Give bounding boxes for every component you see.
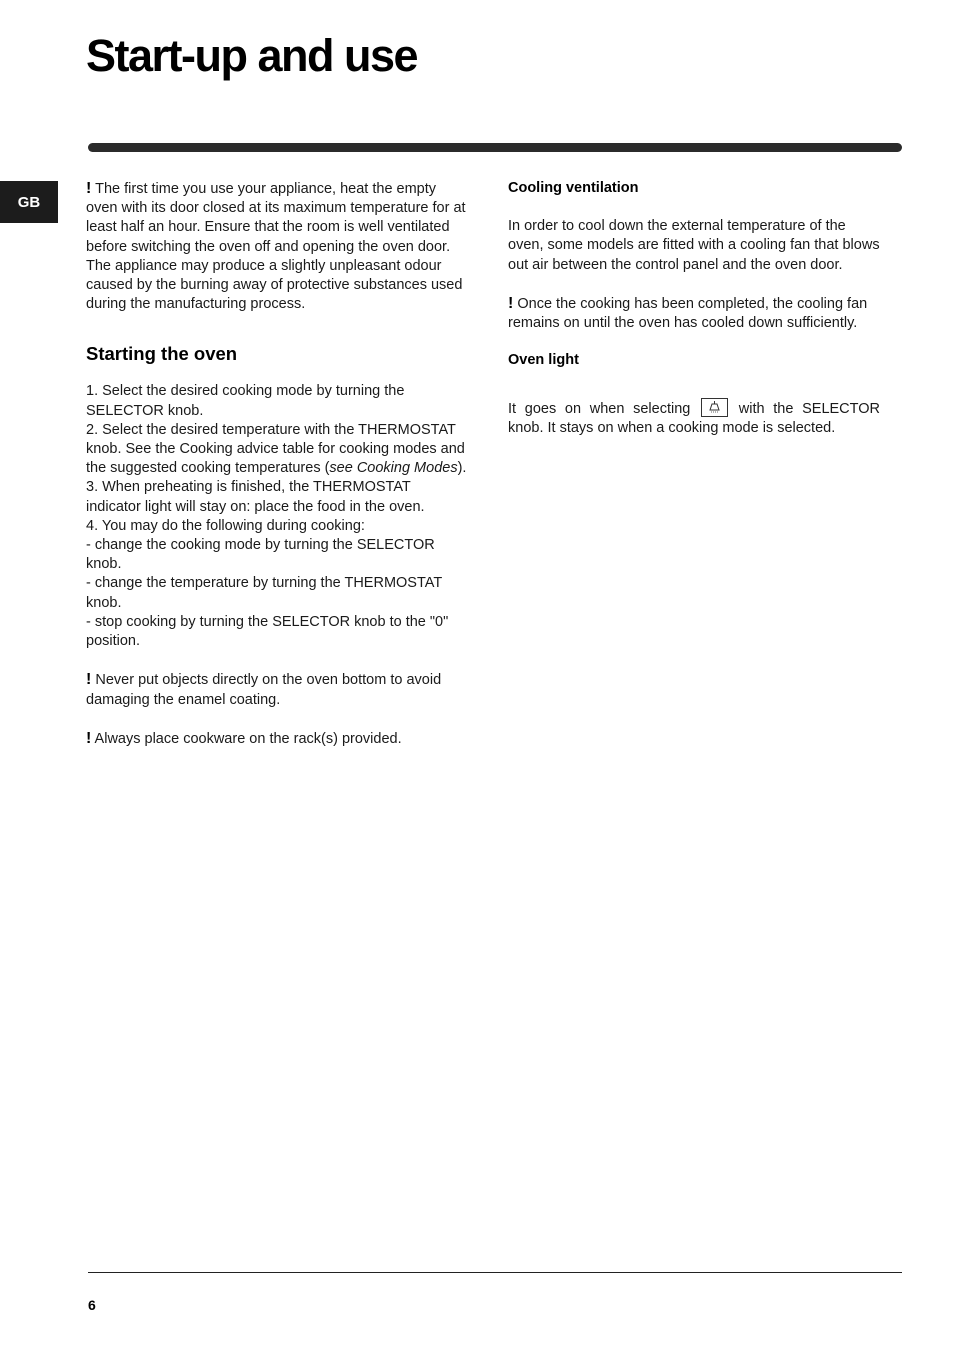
language-tab: GB [0, 181, 58, 223]
cooling-ventilation-text: In order to cool down the external temperature of the oven, some models are fitted with a cooling fan that blows out air between the control panel and the oven door. [508, 218, 880, 273]
intro-warning [86, 179, 468, 314]
oven-light-symbol-icon [701, 398, 728, 417]
step-4: 4. You may do the following during cooking: [86, 517, 365, 534]
step-2-text: 2. Select the desired temperature with the THERMOSTAT knob. See the Cooking advice table for cooking modes and the suggested cooking temperatures ( [86, 421, 465, 477]
option-change-temperature: - change the temperature by turning the THERMOSTAT knob. [86, 575, 442, 611]
step-2 [86, 421, 468, 479]
cooling-fan-note-text: Once the cooking has been completed, the cooling fan remains on until the oven has cooled down sufficiently. [508, 296, 868, 332]
cooling-fan-note [508, 294, 880, 333]
warning-cookware-text: Always place cookware on the rack(s) provided. [91, 731, 402, 748]
step-1: 1. Select the desired cooking mode by turning the SELECTOR knob. [86, 383, 405, 419]
step-2-end: ). [457, 460, 467, 477]
warning-oven-bottom-text: Never put objects directly on the oven bottom to avoid damaging the enamel coating. [86, 672, 442, 708]
option-stop-cooking: - stop cooking by turning the SELECTOR knob to the "0" position. [86, 613, 449, 650]
warning-mark: ! [86, 671, 92, 689]
oven-light-text [508, 398, 880, 438]
step-3: 3. When preheating is finished, the THERMOSTAT indicator light will stay on: place the food in the oven. [86, 479, 425, 515]
cooking-modes-reference: see Cooking Modes [329, 460, 458, 477]
footer-rule [88, 1272, 902, 1273]
page-number: 6 [88, 1297, 96, 1313]
page-title: Start-up and use [86, 30, 418, 81]
warning-cookware [86, 729, 468, 749]
starting-oven-heading: Starting the oven [86, 343, 238, 365]
right-column [508, 179, 880, 438]
intro-text: The first time you use your appliance, heat the empty oven with its door closed at its maximum temperature for at least half an hour. Ensure that the room is well ventilated before switching the oven off and opening the oven door. The appliance may produce a slightly unpleasant odour caused by the burning away of protective substances used during the manufacturing process. [86, 181, 466, 313]
warning-mark: ! [86, 730, 92, 748]
warning-oven-bottom [86, 670, 468, 709]
cooling-ventilation-heading: Cooling ventilation [508, 180, 639, 196]
option-change-mode: - change the cooking mode by turning the SELECTOR knob. [86, 537, 435, 573]
warning-mark: ! [86, 180, 92, 197]
oven-light-text-end: with the SELECTOR knob. It stays on when a cooking mode is selected. [508, 400, 880, 436]
warning-mark: ! [508, 295, 514, 312]
left-column [86, 179, 468, 749]
header-rule [88, 143, 902, 152]
oven-light-text-start: It goes on when selecting [508, 400, 691, 417]
oven-light-heading: Oven light [508, 352, 579, 369]
